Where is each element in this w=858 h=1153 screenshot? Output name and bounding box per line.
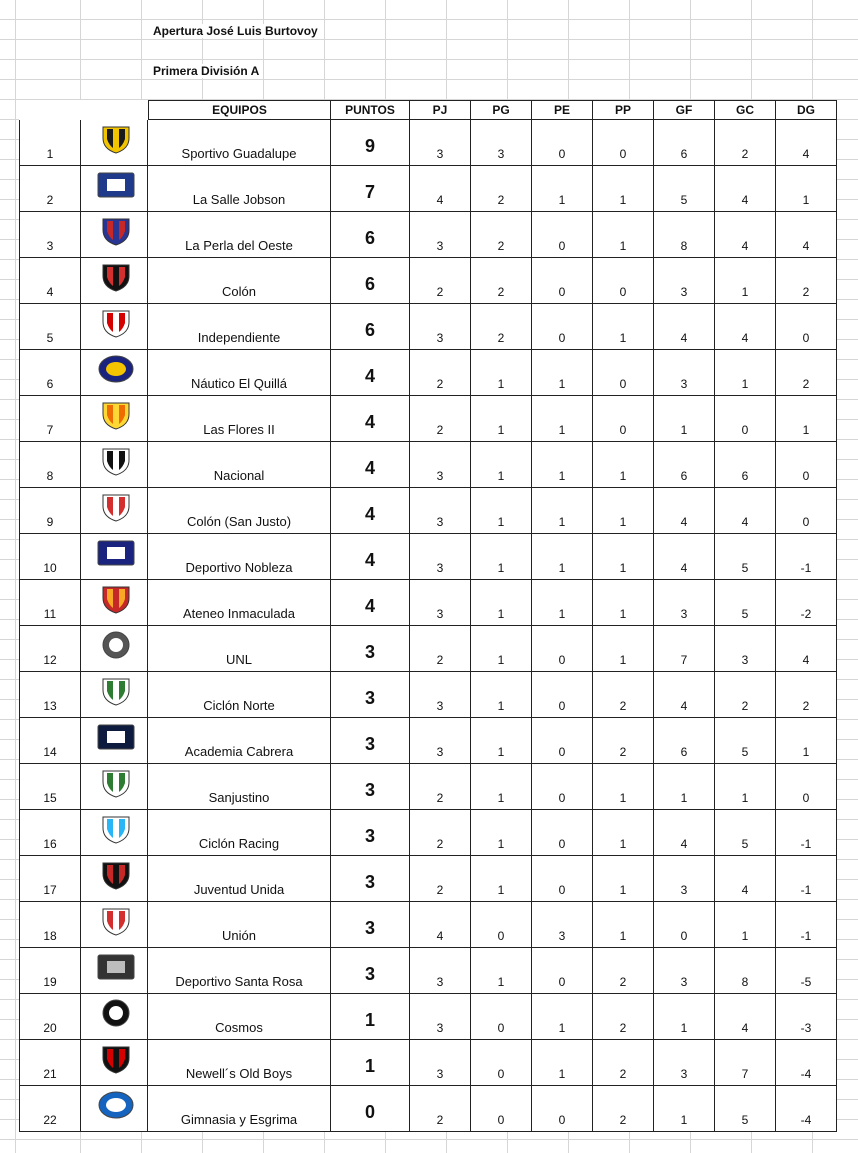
team-name-cell: La Perla del Oeste	[148, 212, 331, 258]
pj-cell: 3	[410, 718, 471, 764]
team-name-cell: Colón	[148, 258, 331, 304]
points-cell: 4	[331, 534, 410, 580]
position-cell: 9	[19, 488, 81, 534]
position-cell: 16	[19, 810, 81, 856]
points-cell: 1	[331, 994, 410, 1040]
team-name-cell: La Salle Jobson	[148, 166, 331, 212]
gf-cell: 1	[654, 1086, 715, 1132]
team-crest-icon	[81, 350, 148, 396]
gc-cell: 8	[715, 948, 776, 994]
pp-cell: 1	[593, 304, 654, 350]
pp-cell: 1	[593, 534, 654, 580]
pj-cell: 2	[410, 856, 471, 902]
dg-cell: 2	[776, 258, 837, 304]
pe-cell: 3	[532, 902, 593, 948]
header-pp: PP	[593, 100, 654, 120]
position-cell: 21	[19, 1040, 81, 1086]
pe-cell: 0	[532, 672, 593, 718]
pp-cell: 2	[593, 1040, 654, 1086]
team-crest-icon	[81, 672, 148, 718]
gc-cell: 5	[715, 534, 776, 580]
pg-cell: 2	[471, 304, 532, 350]
team-name-cell: Ciclón Racing	[148, 810, 331, 856]
pe-cell: 0	[532, 810, 593, 856]
pp-cell: 2	[593, 672, 654, 718]
team-name-cell: Unión	[148, 902, 331, 948]
team-crest-icon	[81, 1040, 148, 1086]
pe-cell: 1	[532, 534, 593, 580]
gc-cell: 7	[715, 1040, 776, 1086]
pp-cell: 0	[593, 120, 654, 166]
team-name-cell: Náutico El Quillá	[148, 350, 331, 396]
pe-cell: 0	[532, 120, 593, 166]
team-crest-icon	[81, 810, 148, 856]
pg-cell: 1	[471, 856, 532, 902]
gf-cell: 1	[654, 396, 715, 442]
gc-cell: 2	[715, 120, 776, 166]
team-name-cell: Newell´s Old Boys	[148, 1040, 331, 1086]
gc-cell: 4	[715, 856, 776, 902]
gc-cell: 4	[715, 166, 776, 212]
gf-cell: 4	[654, 304, 715, 350]
pe-cell: 0	[532, 856, 593, 902]
pg-cell: 0	[471, 1040, 532, 1086]
team-crest-icon	[81, 212, 148, 258]
gc-cell: 1	[715, 258, 776, 304]
dg-cell: -4	[776, 1040, 837, 1086]
dg-cell: -4	[776, 1086, 837, 1132]
dg-cell: 1	[776, 718, 837, 764]
header-gc: GC	[715, 100, 776, 120]
gc-cell: 4	[715, 994, 776, 1040]
points-cell: 3	[331, 718, 410, 764]
pe-cell: 1	[532, 1040, 593, 1086]
gc-cell: 5	[715, 810, 776, 856]
pg-cell: 1	[471, 350, 532, 396]
tournament-title: Apertura José Luis Burtovoy	[153, 24, 318, 38]
pp-cell: 1	[593, 856, 654, 902]
pg-cell: 1	[471, 396, 532, 442]
position-cell: 7	[19, 396, 81, 442]
gf-cell: 6	[654, 718, 715, 764]
pe-cell: 1	[532, 442, 593, 488]
pp-cell: 1	[593, 810, 654, 856]
team-crest-icon	[81, 580, 148, 626]
header-pj: PJ	[410, 100, 471, 120]
team-name-cell: Las Flores II	[148, 396, 331, 442]
team-crest-icon	[81, 1086, 148, 1132]
pp-cell: 0	[593, 258, 654, 304]
team-crest-icon	[81, 994, 148, 1040]
pg-cell: 1	[471, 672, 532, 718]
position-cell: 10	[19, 534, 81, 580]
pg-cell: 1	[471, 534, 532, 580]
dg-cell: -5	[776, 948, 837, 994]
team-name-cell: Ciclón Norte	[148, 672, 331, 718]
gf-cell: 5	[654, 166, 715, 212]
pj-cell: 3	[410, 442, 471, 488]
gf-cell: 6	[654, 442, 715, 488]
pg-cell: 1	[471, 442, 532, 488]
team-name-cell: Academia Cabrera	[148, 718, 331, 764]
pp-cell: 1	[593, 764, 654, 810]
header-dg: DG	[776, 100, 837, 120]
team-name-cell: Deportivo Nobleza	[148, 534, 331, 580]
pp-cell: 1	[593, 580, 654, 626]
pg-cell: 2	[471, 258, 532, 304]
team-name-cell: Colón (San Justo)	[148, 488, 331, 534]
position-cell: 19	[19, 948, 81, 994]
gf-cell: 4	[654, 810, 715, 856]
position-cell: 12	[19, 626, 81, 672]
dg-cell: -1	[776, 856, 837, 902]
header-blank-pos	[19, 100, 81, 120]
gf-cell: 3	[654, 350, 715, 396]
points-cell: 3	[331, 672, 410, 718]
points-cell: 3	[331, 948, 410, 994]
team-name-cell: UNL	[148, 626, 331, 672]
points-cell: 7	[331, 166, 410, 212]
gc-cell: 0	[715, 396, 776, 442]
points-cell: 6	[331, 212, 410, 258]
pg-cell: 1	[471, 580, 532, 626]
pj-cell: 2	[410, 810, 471, 856]
position-cell: 17	[19, 856, 81, 902]
points-cell: 9	[331, 120, 410, 166]
position-cell: 22	[19, 1086, 81, 1132]
team-crest-icon	[81, 948, 148, 994]
team-crest-icon	[81, 442, 148, 488]
dg-cell: 0	[776, 488, 837, 534]
gf-cell: 3	[654, 258, 715, 304]
gc-cell: 4	[715, 304, 776, 350]
pj-cell: 2	[410, 258, 471, 304]
team-name-cell: Sportivo Guadalupe	[148, 120, 331, 166]
gf-cell: 0	[654, 902, 715, 948]
gf-cell: 3	[654, 856, 715, 902]
team-name-cell: Sanjustino	[148, 764, 331, 810]
dg-cell: 0	[776, 442, 837, 488]
pp-cell: 0	[593, 396, 654, 442]
points-cell: 4	[331, 396, 410, 442]
team-crest-icon	[81, 534, 148, 580]
gf-cell: 8	[654, 212, 715, 258]
position-cell: 1	[19, 120, 81, 166]
dg-cell: 1	[776, 396, 837, 442]
points-cell: 4	[331, 350, 410, 396]
dg-cell: 0	[776, 304, 837, 350]
pe-cell: 1	[532, 580, 593, 626]
team-crest-icon	[81, 902, 148, 948]
dg-cell: 1	[776, 166, 837, 212]
points-cell: 4	[331, 488, 410, 534]
points-cell: 3	[331, 856, 410, 902]
gf-cell: 3	[654, 948, 715, 994]
pg-cell: 2	[471, 166, 532, 212]
position-cell: 14	[19, 718, 81, 764]
pj-cell: 2	[410, 350, 471, 396]
gc-cell: 5	[715, 580, 776, 626]
position-cell: 2	[19, 166, 81, 212]
header-gf: GF	[654, 100, 715, 120]
team-crest-icon	[81, 856, 148, 902]
points-cell: 3	[331, 902, 410, 948]
pp-cell: 1	[593, 488, 654, 534]
position-cell: 6	[19, 350, 81, 396]
pg-cell: 1	[471, 810, 532, 856]
points-cell: 3	[331, 810, 410, 856]
pg-cell: 0	[471, 902, 532, 948]
pe-cell: 0	[532, 626, 593, 672]
points-cell: 6	[331, 304, 410, 350]
team-name-cell: Deportivo Santa Rosa	[148, 948, 331, 994]
pj-cell: 3	[410, 120, 471, 166]
pe-cell: 0	[532, 948, 593, 994]
pj-cell: 3	[410, 948, 471, 994]
team-name-cell: Gimnasia y Esgrima	[148, 1086, 331, 1132]
pp-cell: 2	[593, 948, 654, 994]
pe-cell: 1	[532, 488, 593, 534]
pj-cell: 4	[410, 166, 471, 212]
gf-cell: 4	[654, 672, 715, 718]
pj-cell: 3	[410, 580, 471, 626]
pe-cell: 1	[532, 396, 593, 442]
gc-cell: 5	[715, 1086, 776, 1132]
dg-cell: -3	[776, 994, 837, 1040]
pg-cell: 0	[471, 994, 532, 1040]
pe-cell: 0	[532, 764, 593, 810]
team-name-cell: Independiente	[148, 304, 331, 350]
gc-cell: 4	[715, 488, 776, 534]
position-cell: 11	[19, 580, 81, 626]
gc-cell: 6	[715, 442, 776, 488]
gc-cell: 5	[715, 718, 776, 764]
pj-cell: 3	[410, 672, 471, 718]
pp-cell: 1	[593, 166, 654, 212]
dg-cell: 2	[776, 350, 837, 396]
pe-cell: 0	[532, 718, 593, 764]
gc-cell: 1	[715, 764, 776, 810]
pe-cell: 0	[532, 304, 593, 350]
points-cell: 0	[331, 1086, 410, 1132]
pp-cell: 1	[593, 212, 654, 258]
pj-cell: 2	[410, 764, 471, 810]
position-cell: 15	[19, 764, 81, 810]
dg-cell: 4	[776, 120, 837, 166]
points-cell: 4	[331, 442, 410, 488]
pp-cell: 2	[593, 718, 654, 764]
pe-cell: 0	[532, 1086, 593, 1132]
pp-cell: 2	[593, 994, 654, 1040]
position-cell: 4	[19, 258, 81, 304]
gc-cell: 3	[715, 626, 776, 672]
pj-cell: 3	[410, 304, 471, 350]
pg-cell: 0	[471, 1086, 532, 1132]
points-cell: 3	[331, 626, 410, 672]
gc-cell: 1	[715, 350, 776, 396]
gf-cell: 1	[654, 994, 715, 1040]
dg-cell: 2	[776, 672, 837, 718]
team-name-cell: Nacional	[148, 442, 331, 488]
pj-cell: 2	[410, 396, 471, 442]
header-equipos: EQUIPOS	[148, 100, 331, 120]
pe-cell: 1	[532, 166, 593, 212]
pj-cell: 3	[410, 488, 471, 534]
team-crest-icon	[81, 718, 148, 764]
team-crest-icon	[81, 626, 148, 672]
dg-cell: 0	[776, 764, 837, 810]
gf-cell: 4	[654, 534, 715, 580]
gc-cell: 2	[715, 672, 776, 718]
gc-cell: 1	[715, 902, 776, 948]
position-cell: 3	[19, 212, 81, 258]
pj-cell: 2	[410, 1086, 471, 1132]
pj-cell: 3	[410, 1040, 471, 1086]
dg-cell: -1	[776, 902, 837, 948]
position-cell: 5	[19, 304, 81, 350]
team-crest-icon	[81, 396, 148, 442]
points-cell: 3	[331, 764, 410, 810]
pp-cell: 1	[593, 626, 654, 672]
pg-cell: 1	[471, 626, 532, 672]
team-crest-icon	[81, 120, 148, 166]
header-pg: PG	[471, 100, 532, 120]
team-name-cell: Ateneo Inmaculada	[148, 580, 331, 626]
dg-cell: 4	[776, 626, 837, 672]
pe-cell: 0	[532, 212, 593, 258]
pe-cell: 0	[532, 258, 593, 304]
pg-cell: 3	[471, 120, 532, 166]
pj-cell: 2	[410, 626, 471, 672]
position-cell: 18	[19, 902, 81, 948]
gf-cell: 4	[654, 488, 715, 534]
header-puntos: PUNTOS	[331, 100, 410, 120]
dg-cell: -1	[776, 810, 837, 856]
pp-cell: 2	[593, 1086, 654, 1132]
pp-cell: 1	[593, 442, 654, 488]
dg-cell: -1	[776, 534, 837, 580]
dg-cell: 4	[776, 212, 837, 258]
pe-cell: 1	[532, 994, 593, 1040]
position-cell: 13	[19, 672, 81, 718]
gc-cell: 4	[715, 212, 776, 258]
standings-table	[19, 100, 837, 1132]
gf-cell: 7	[654, 626, 715, 672]
header-pe: PE	[532, 100, 593, 120]
team-crest-icon	[81, 258, 148, 304]
pj-cell: 3	[410, 994, 471, 1040]
team-crest-icon	[81, 166, 148, 212]
points-cell: 4	[331, 580, 410, 626]
pj-cell: 3	[410, 534, 471, 580]
points-cell: 6	[331, 258, 410, 304]
team-name-cell: Juventud Unida	[148, 856, 331, 902]
pg-cell: 2	[471, 212, 532, 258]
gf-cell: 6	[654, 120, 715, 166]
header-blank-logo	[81, 100, 148, 120]
gf-cell: 3	[654, 1040, 715, 1086]
pp-cell: 0	[593, 350, 654, 396]
dg-cell: -2	[776, 580, 837, 626]
team-crest-icon	[81, 488, 148, 534]
pg-cell: 1	[471, 764, 532, 810]
team-crest-icon	[81, 764, 148, 810]
pg-cell: 1	[471, 718, 532, 764]
gf-cell: 3	[654, 580, 715, 626]
position-cell: 8	[19, 442, 81, 488]
team-name-cell: Cosmos	[148, 994, 331, 1040]
pj-cell: 4	[410, 902, 471, 948]
pe-cell: 1	[532, 350, 593, 396]
pp-cell: 1	[593, 902, 654, 948]
pg-cell: 1	[471, 488, 532, 534]
division-title: Primera División A	[153, 64, 260, 78]
pg-cell: 1	[471, 948, 532, 994]
position-cell: 20	[19, 994, 81, 1040]
points-cell: 1	[331, 1040, 410, 1086]
team-crest-icon	[81, 304, 148, 350]
gf-cell: 1	[654, 764, 715, 810]
pj-cell: 3	[410, 212, 471, 258]
